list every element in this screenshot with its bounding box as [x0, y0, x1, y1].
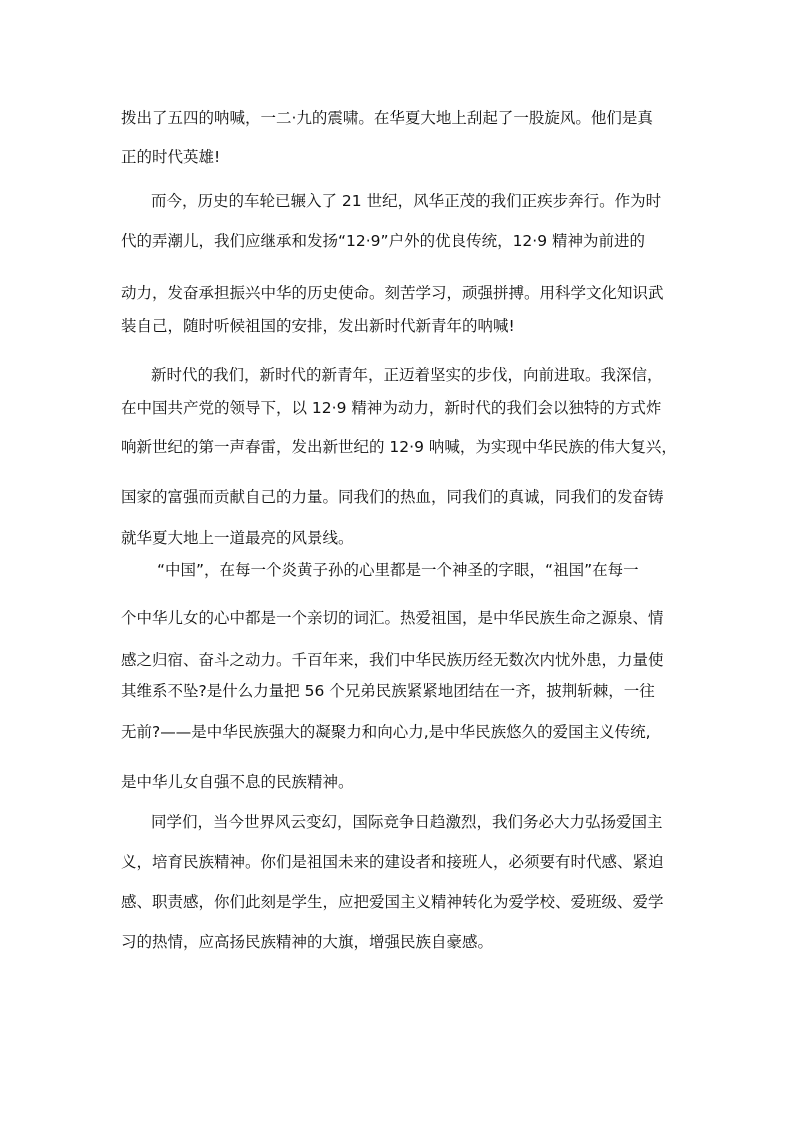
text-line: 个中华儿女的心中都是一个亲切的词汇。热爱祖国，是中华民族生命之源泉、情 — [121, 609, 664, 627]
paragraph-start-line: 同学们，当今世界风云变幻，国际竞争日趋激烈，我们务必大力弘扬爱国主 — [151, 813, 663, 831]
text-line: 习的热情，应高扬民族精神的大旗，增强民族自豪感。 — [121, 933, 494, 951]
text-line: 响新世纪的第一声春雷，发出新世纪的 12·9 呐喊，为实现中华民族的伟大复兴， — [121, 438, 677, 456]
text-line: 装自己，随时听候祖国的安排，发出新时代新青年的呐喊! — [121, 317, 515, 335]
text-line: 无前?——是中华民族强大的凝聚力和向心力,是中华民族悠久的爱国主义传统, — [121, 723, 651, 741]
paragraph-start-line: 而今，历史的车轮已辗入了 21 世纪，风华正茂的我们正疾步奔行。作为时 — [151, 192, 662, 210]
text-line: 其维系不坠?是什么力量把 56 个兄弟民族紧紧地团结在一齐，披荆斩棘，一往 — [121, 682, 655, 700]
text-line: 就华夏大地上一道最亮的风景线。 — [121, 529, 354, 547]
text-line: 代的弄潮儿，我们应继承和发扬“12·9”户外的优良传统，12·9 精神为前进的 — [121, 232, 646, 250]
paragraph-start-line: “中国”，在每一个炎黄子孙的心里都是一个神圣的字眼，“祖国”在每一 — [157, 561, 639, 579]
paragraph-start-line: 新时代的我们，新时代的新青年，正迈着坚实的步伐，向前进取。我深信， — [151, 366, 663, 384]
text-line: 在中国共产党的领导下，以 12·9 精神为动力，新时代的我们会以独特的方式炸 — [121, 399, 662, 417]
text-line: 是中华儿女自强不息的民族精神。 — [121, 773, 354, 791]
text-line: 感、职责感，你们此刻是学生，应把爱国主义精神转化为爱学校、爱班级、爱学 — [121, 893, 664, 911]
text-line: 感之归宿、奋斗之动力。千百年来，我们中华民族历经无数次内忧外患，力量使 — [121, 651, 664, 669]
text-line: 拨出了五四的呐喊，一二·九的震啸。在华夏大地上刮起了一股旋风。他们是真 — [121, 109, 653, 127]
text-line: 正的时代英雄! — [121, 148, 221, 166]
text-line: 动力，发奋承担振兴中华的历史使命。刻苦学习，顽强拼搏。用科学文化知识武 — [121, 284, 664, 302]
text-line: 义，培育民族精神。你们是祖国未来的建设者和接班人，必须要有时代感、紧迫 — [121, 853, 664, 871]
text-line: 国家的富强而贡献自己的力量。同我们的热血，同我们的真诚，同我们的发奋铸 — [121, 488, 664, 506]
